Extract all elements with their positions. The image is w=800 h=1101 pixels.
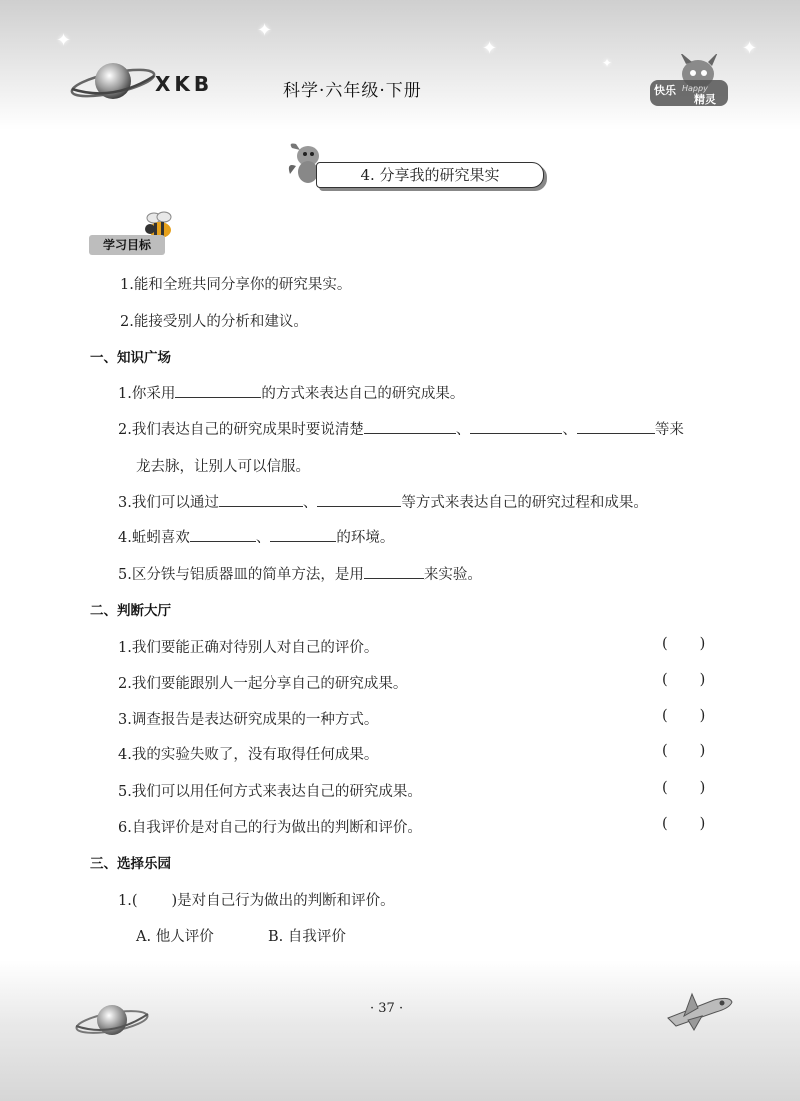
- separator: 、: [255, 530, 271, 546]
- option-a[interactable]: A. 他人评价: [136, 929, 214, 945]
- question-text: 5.区分铁与铝质器皿的简单方法，是用: [118, 567, 364, 583]
- section-title-knowledge: 一、知识广场: [90, 350, 171, 366]
- fill-question-3: [118, 491, 648, 512]
- mascot-label-cn2: 精灵: [694, 93, 716, 106]
- separator: 、: [562, 422, 577, 438]
- answer-blank[interactable]: [175, 383, 261, 398]
- answer-parens[interactable]: ( ): [662, 636, 706, 652]
- fill-question-5: [118, 563, 482, 584]
- question-text: 1.你采用: [118, 386, 176, 402]
- space-shuttle-icon: [664, 988, 736, 1032]
- answer-parens[interactable]: ( ): [662, 708, 706, 724]
- question-text: 3.我们可以通过: [118, 495, 219, 511]
- judge-item: 4.我的实验失败了，没有取得任何成果。: [118, 747, 379, 763]
- question-text: 的方式来表达自己的研究成果。: [261, 386, 465, 402]
- separator: 、: [455, 422, 471, 438]
- star-icon: ✦: [602, 56, 613, 70]
- section-title-choice: 三、选择乐园: [90, 856, 171, 872]
- judge-item: 6.自我评价是对自己的行为做出的判断和评价。: [118, 820, 422, 836]
- book-title: 科学·六年级·下册: [283, 81, 422, 101]
- question-text: 等方式来表达自己的研究过程和成果。: [401, 495, 648, 511]
- answer-parens[interactable]: ( ): [662, 743, 706, 759]
- planet-logo-icon: [68, 56, 158, 106]
- fill-question-1: [118, 382, 464, 403]
- brand-logo: XKB: [155, 72, 214, 96]
- answer-blank[interactable]: [317, 492, 401, 507]
- judge-item: 2.我们要能跟别人一起分享自己的研究成果。: [118, 676, 408, 692]
- answer-blank[interactable]: [190, 527, 256, 542]
- option-b[interactable]: B. 自我评价: [268, 929, 346, 945]
- mascot-label-cn: 快乐: [654, 84, 676, 97]
- question-text: 2.我们表达自己的研究成果时要说清楚: [118, 422, 364, 438]
- star-icon: ✦: [56, 30, 72, 51]
- fill-question-2: [118, 418, 684, 439]
- learning-goals-tag: 学习目标: [89, 235, 165, 255]
- goal-item: 2.能接受别人的分析和建议。: [120, 314, 308, 330]
- question-text: )是对自己行为做出的判断和评价。: [171, 893, 395, 909]
- choice-question-1: [118, 889, 395, 910]
- separator: 、: [302, 495, 318, 511]
- mascot-label-en: Happy: [682, 84, 708, 93]
- lesson-title: 4. 分享我的研究果实: [316, 162, 544, 188]
- star-icon: ✦: [742, 38, 758, 59]
- footer-planet-icon: [72, 998, 152, 1042]
- answer-parens[interactable]: ( ): [662, 780, 706, 796]
- fill-question-4: [118, 526, 394, 547]
- answer-blank[interactable]: [219, 492, 303, 507]
- judge-item: 5.我们可以用任何方式来表达自己的研究成果。: [118, 784, 422, 800]
- judge-item: 3.调查报告是表达研究成果的一种方式。: [118, 712, 379, 728]
- question-text: 1.(: [118, 893, 138, 909]
- question-text: 来实验。: [423, 567, 482, 583]
- mascot-sprite-icon: [646, 54, 732, 110]
- question-text: 等来: [654, 422, 684, 438]
- answer-blank[interactable]: [577, 419, 655, 434]
- goal-item: 1.能和全班共同分享你的研究果实。: [120, 277, 352, 293]
- question-text: 的环境。: [336, 530, 395, 546]
- page-number: · 37 ·: [370, 1001, 404, 1016]
- section-title-judgement: 二、判断大厅: [90, 603, 171, 619]
- answer-blank[interactable]: [364, 564, 424, 579]
- judge-item: 1.我们要能正确对待别人对自己的评价。: [118, 640, 379, 656]
- answer-parens[interactable]: ( ): [662, 672, 706, 688]
- answer-blank[interactable]: [470, 419, 562, 434]
- star-icon: ✦: [257, 20, 273, 41]
- answer-blank[interactable]: [270, 527, 336, 542]
- answer-parens[interactable]: ( ): [662, 816, 706, 832]
- star-icon: ✦: [482, 38, 498, 59]
- answer-blank[interactable]: [364, 419, 456, 434]
- fill-question-2-continued: 龙去脉，让别人可以信服。: [136, 459, 310, 475]
- question-text: 4.蚯蚓喜欢: [118, 530, 190, 546]
